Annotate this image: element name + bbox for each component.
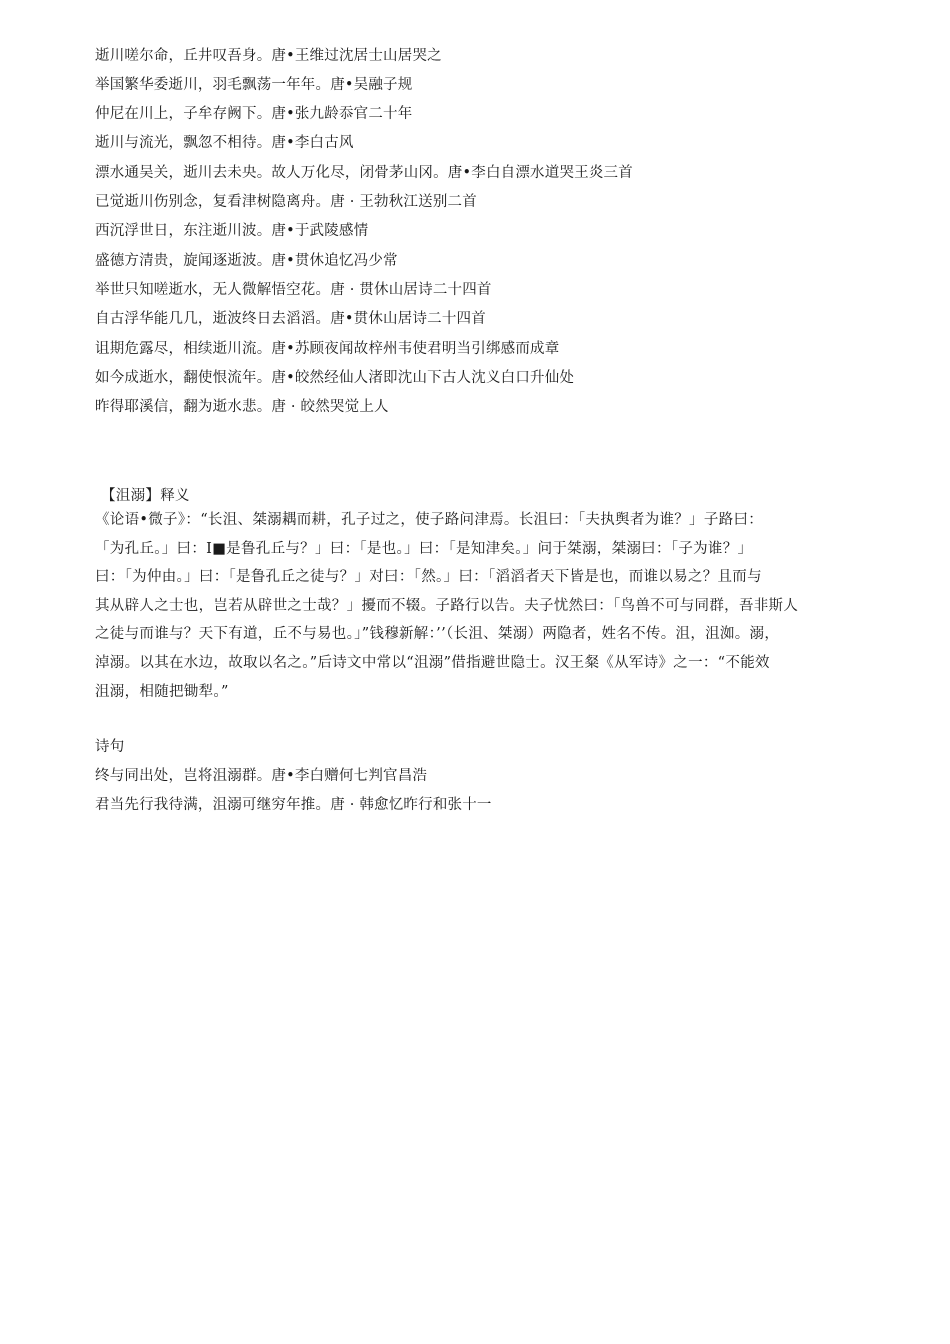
verse-line: 自古浮华能几几，逝波终日去滔滔。唐•贯休山居诗二十四首 (95, 311, 486, 327)
verse-line: 昨得耶溪信，翻为逝水悲。唐 · 皎然哭觉上人 (95, 399, 389, 415)
paragraph-line: 沮溺，相随把锄犁。” (95, 683, 229, 700)
verse-line: 如今成逝水，翻使恨流年。唐•皎然经仙人渚即沈山下古人沈义白口升仙处 (95, 370, 575, 386)
verse-line: 西沉浮世日，东注逝川波。唐•于武陵感情 (95, 223, 369, 239)
paragraph-line: 曰：「为仲由。」曰：「是鲁孔丘之徒与？」对曰：「然。」曰：「滔滔者天下皆是也，而谁以易之？且而与 (95, 569, 762, 586)
verse-line: 诅期危露尽，相续逝川流。唐•苏顾夜闻故梓州韦使君明当引绑感而成章 (95, 341, 560, 357)
section-heading: 【沮溺】释义 (101, 488, 190, 504)
verse-line: 漂水通吴关，逝川去未央。故人万化尽，闭骨茅山冈。唐•李白自漂水道哭王炎三首 (95, 165, 633, 181)
paragraph-line: 之徒与而谁与？天下有道，丘不与易也。」”钱穆新解：’’（长沮、桀溺）两隐者，姓名不传。沮，沮洳。溺， (95, 626, 780, 643)
paragraph-line: 《论语•微子》：“长沮、桀溺耦而耕，孔子过之，使子路问津焉。长沮曰：「夫执舆者为谁？」子路曰： (95, 512, 764, 528)
poem-line: 君当先行我待满，沮溺可继穷年推。唐 · 韩愈忆昨行和张十一 (95, 797, 492, 813)
verse-line: 举国繁华委逝川，羽毛飘荡一年年。唐•吴融子规 (95, 77, 413, 93)
verse-line: 逝川嗟尔命，丘井叹吾身。唐•王维过沈居士山居哭之 (95, 48, 442, 64)
verse-line: 仲尼在川上，子牟存阙下。唐•张九龄忝官二十年 (95, 106, 413, 122)
verse-line: 举世只知嗟逝水，无人微解悟空花。唐 · 贯休山居诗二十四首 (95, 282, 492, 298)
explanation-paragraph (95, 506, 865, 706)
paragraph-line: 其从辟人之士也，岂若从辟世之士哉？」擾而不辍。子路行以告。夫子忧然曰：「鸟兽不可与同群，吾非斯人 (95, 597, 799, 614)
paragraph-line: 淖溺。以其在水边，故取以名之。”后诗文中常以“沮溺”借指避世隐士。汉王粲《从军诗》之一：“不能效 (95, 654, 770, 671)
verse-line: 已觉逝川伤别念，复看津树隐离舟。唐 · 王勃秋江送别二首 (95, 194, 477, 210)
poems-heading: 诗句 (95, 739, 125, 755)
verse-line: 盛德方清贵，旋闻逐逝波。唐•贯休追忆冯少常 (95, 253, 398, 269)
verse-line: 逝川与流光，飘忽不相待。唐•李白古风 (95, 135, 354, 151)
paragraph-line: 「为孔丘。」曰：I■是鲁孔丘与？」曰：「是也。」曰：「是知津矣。」问于桀溺，桀溺曰：「子为谁？」 (95, 540, 753, 557)
poem-line: 终与同出处，岂将沮溺群。唐•李白赠何七判官昌浩 (95, 768, 428, 784)
